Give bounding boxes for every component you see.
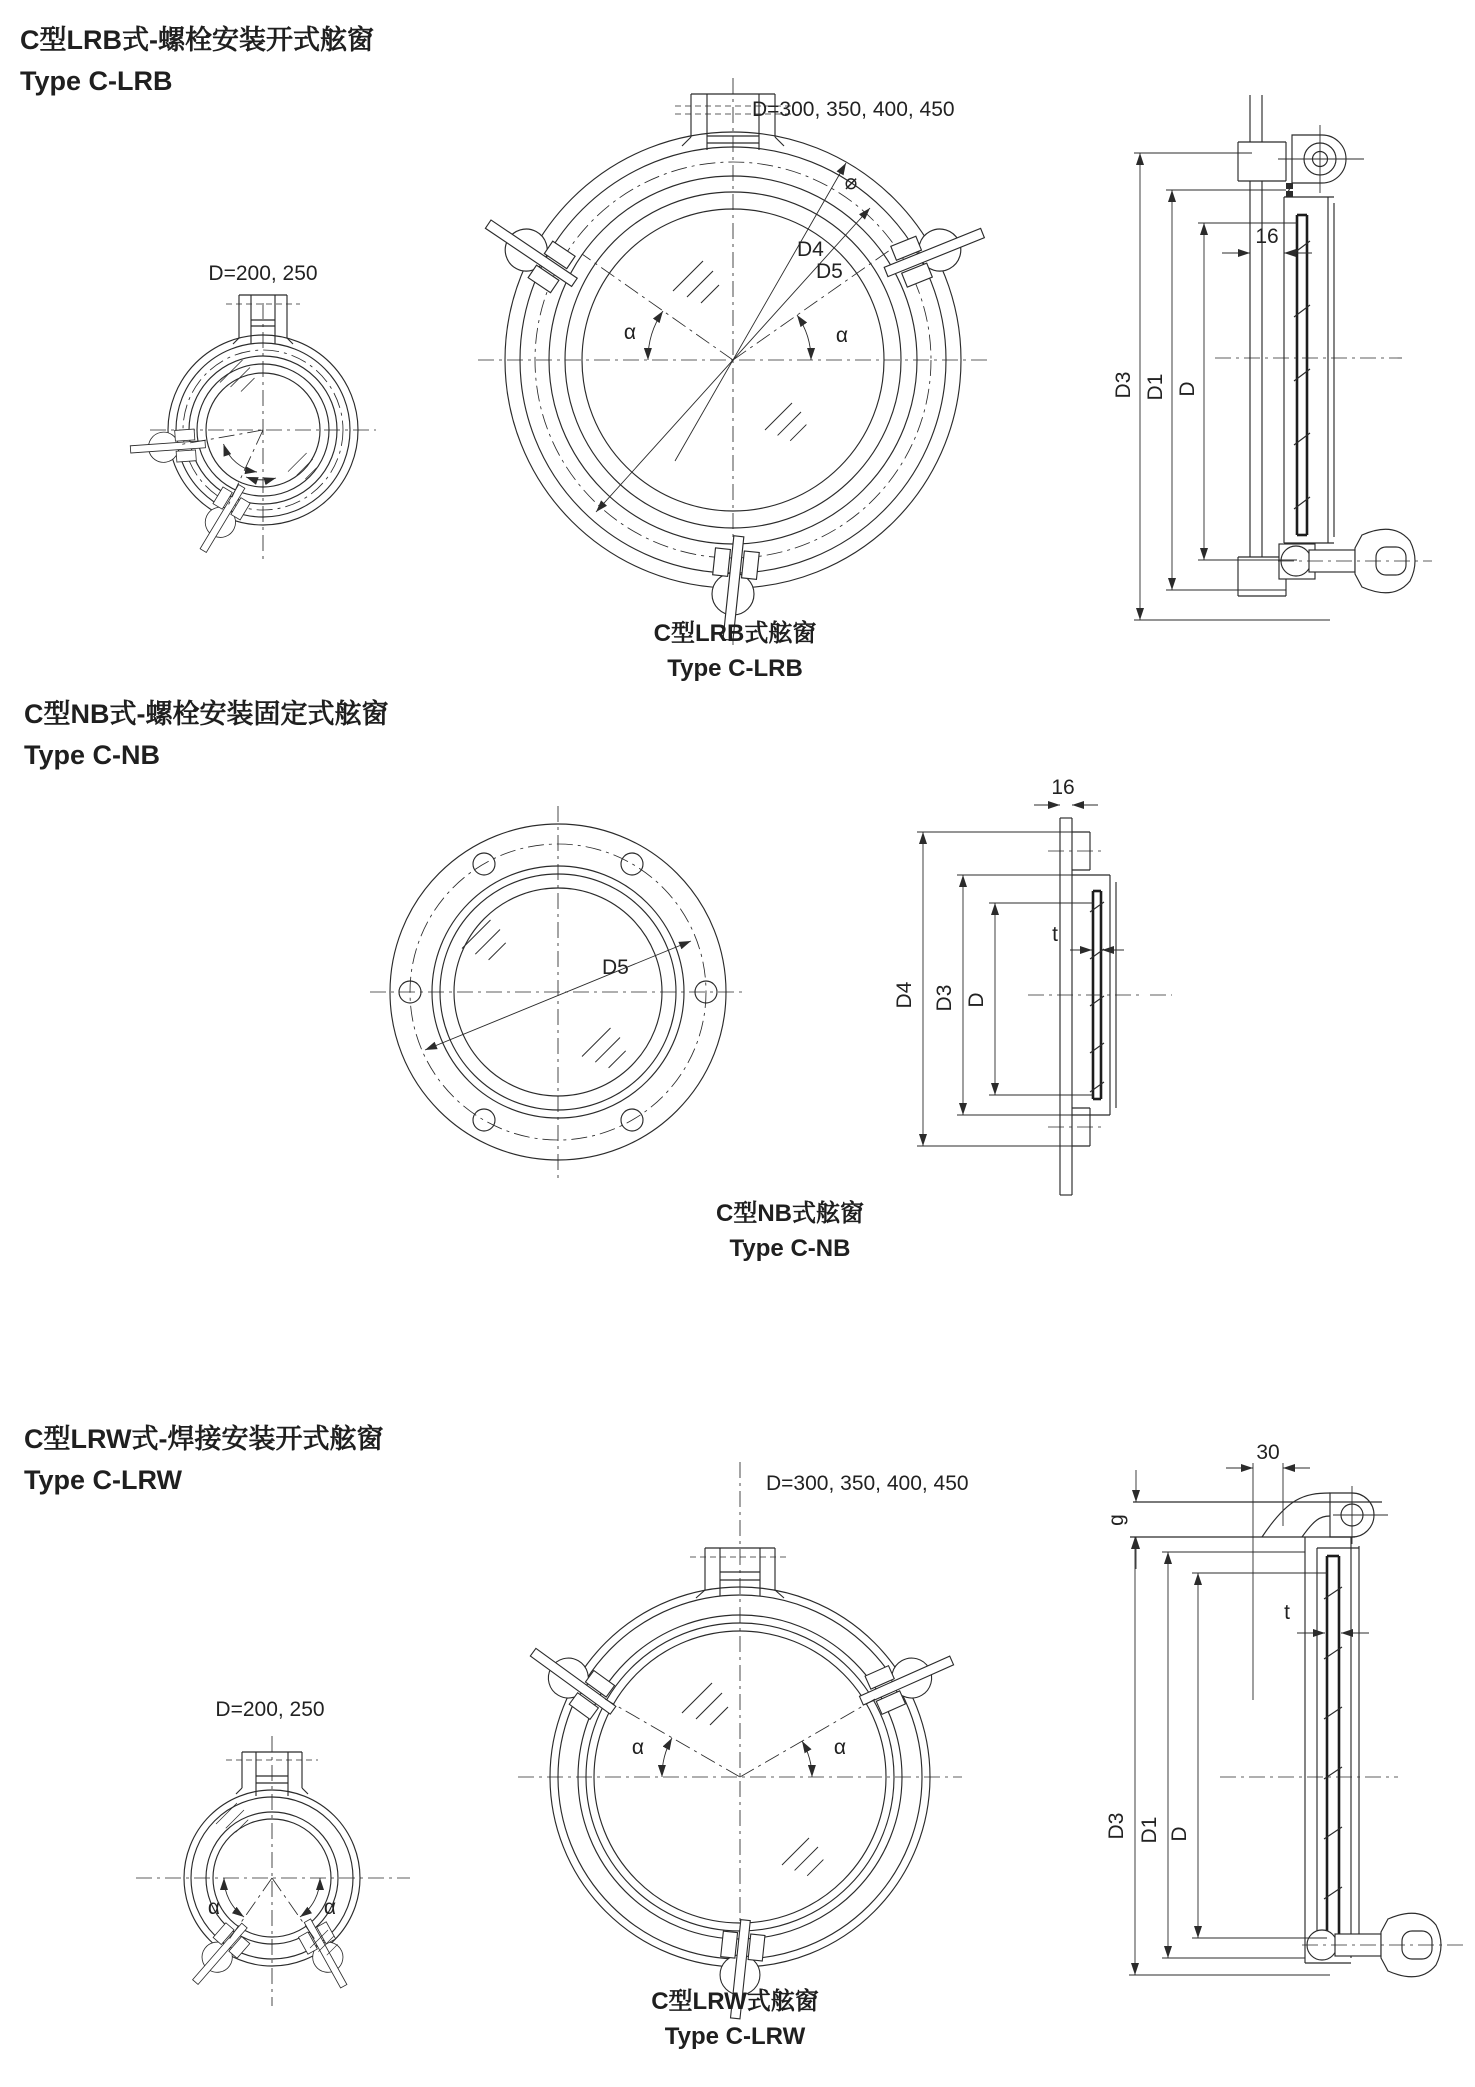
nb-title-zh: C型NB式-螺栓安装固定式舷窗 [24,699,389,729]
dim-d-label: D [1168,1826,1191,1842]
alpha-label-left: α [623,321,637,344]
swing-bolt-handle [1278,529,1432,593]
lrb-section-view [1090,85,1475,650]
dim-d1-label: D1 [1144,373,1167,401]
lrb-large-front-view [470,58,1000,658]
dim-16-label: 16 [1051,776,1075,799]
lrb-title-zh: C型LRB式-螺栓安装开式舷窗 [20,25,374,55]
dim-d3-label: D3 [933,984,956,1012]
lrw-small-diameter-label: D=200, 250 [215,1698,325,1721]
lrb-caption-zh: C型LRB式舷窗 [653,620,817,647]
swing-bolt-lugs [181,1910,364,1997]
lrw-large-front-view [500,1440,1000,1998]
nb-section-view [880,760,1200,1210]
lrw-large-diameter-label: D=300, 350, 400, 450 [766,1472,969,1495]
d5-label: D5 [816,260,843,283]
glass-hatch [682,1683,823,1876]
lrb-caption-en: Type C-LRB [667,655,803,682]
alpha-label-right: α [323,1896,337,1919]
dim-d-label: D [1176,381,1199,397]
nb-front-view [350,790,770,1200]
centerlines [518,1462,962,1990]
swing-bolt-lugs [126,421,257,562]
dim-16-label: 16 [1255,225,1279,248]
hinge-knuckle [1262,1486,1388,1544]
lrb-small-front-view [138,248,388,573]
swing-bolt-lugs [516,1632,964,2020]
lrb-small-diameter-label: D=200, 250 [208,262,318,285]
d5-label: D5 [602,956,629,979]
nb-caption-zh: C型NB式舷窗 [716,1200,864,1227]
dim-d1-label: D1 [1138,1816,1161,1844]
dim-t-label: t [1284,1601,1290,1624]
lrb-title-en: Type C-LRB [20,66,173,96]
lrw-caption-zh: C型LRW式舷窗 [651,1988,819,2015]
lrw-section-view [1090,1428,1475,2008]
lrw-caption [470,1984,1000,2054]
hinge-knuckle [1278,125,1364,197]
lrw-caption-en: Type C-LRW [664,2023,806,2050]
glass-pane [1294,215,1310,535]
nb-title-en: Type C-NB [24,740,161,770]
alpha-label-left: α [207,1896,221,1919]
lrb-caption [470,616,1000,686]
section-nb-title [24,694,389,776]
dim-30-label: 30 [1256,1441,1280,1464]
d4-label: D4 [797,238,824,261]
alpha-label-left: α [631,1736,645,1759]
lrw-title-zh: C型LRW式-焊接安装开式舷窗 [24,1424,384,1454]
lrw-small-front-view [118,1688,428,2018]
dim-t-label: t [1052,923,1058,946]
glass-pane [1324,1556,1342,1940]
lrb-large-diameter-label: D=300, 350, 400, 450 [752,98,955,121]
swing-angle-marks [582,250,890,360]
lrw-title-en: Type C-LRW [24,1465,182,1495]
nb-caption [530,1196,1050,1266]
section-lrw-title [24,1419,383,1501]
glass-hatch [462,920,626,1068]
frame-profile [1305,1537,1359,1963]
centerlines [370,806,746,1182]
dim-d3-label: D3 [1112,371,1135,399]
dim-d3-label: D3 [1105,1812,1128,1840]
phi-symbol: ⌀ [844,171,858,194]
dim-d4-label: D4 [893,981,916,1009]
alpha-label-right: α [833,1736,847,1759]
dim-d-label: D [965,992,988,1008]
glass-hatch [673,261,806,441]
swing-bolt-lugs [471,203,995,642]
dim-g-label: g [1105,1514,1128,1526]
nb-caption-en: Type C-NB [729,1235,851,1262]
alpha-label-right: α [835,324,849,347]
section-lrb-title [20,20,374,102]
